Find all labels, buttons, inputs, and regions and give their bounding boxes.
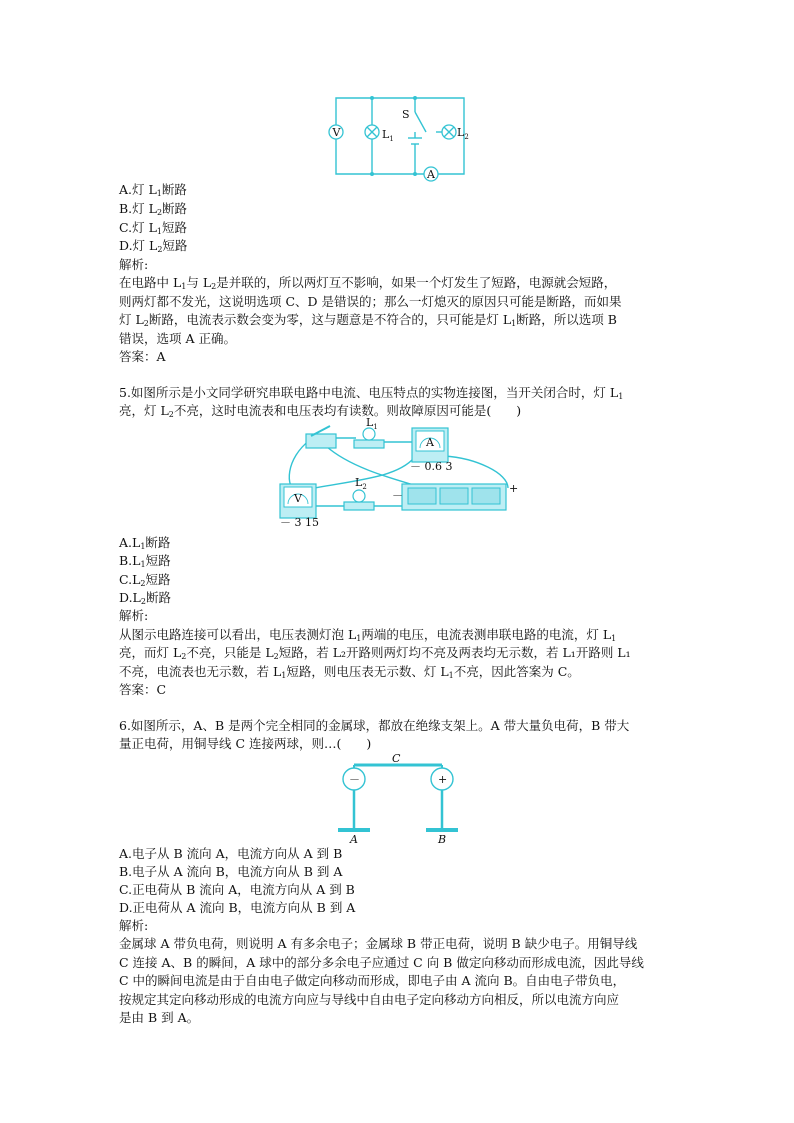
q6-analysis-line: 金属球 A 带负电荷，则说明 A 有多余电子；金属球 B 带正电荷，说明 B 缺少电子。用铜导线 xyxy=(119,936,638,951)
q6-stem-line: 量正电荷，用铜导线 C 连接两球，则…( ) xyxy=(119,736,372,751)
q6-analysis-line: C 中的瞬间电流是由于自由电子做定向移动而形成，即电子由 A 流向 B。自由电子带负电， xyxy=(119,973,626,988)
q5-option: $D.L_2$断路 xyxy=(119,590,171,606)
q6-diagram-minus: － xyxy=(349,773,360,786)
q6-diagram-b: B xyxy=(438,833,447,846)
q6-spheres-diagram xyxy=(330,750,470,846)
q6-option: B.电子从 A 流向 B，电流方向从 B 到 A xyxy=(119,864,343,879)
q6-analysis-label: 解析: xyxy=(119,918,149,933)
q6-option: A.电子从 B 流向 A，电流方向从 A 到 B xyxy=(119,846,343,861)
q5-analysis-line: 亮，而灯 $L_2$不亮，只能是 $L_2$短路，若 L₂开路则两灯均不亮及两表均无示数，若 L₁开路则 L₁ xyxy=(119,645,631,661)
q5-diagram-l2: $L_2$ xyxy=(355,476,367,491)
q5-diagram-l1: $L_1$ xyxy=(366,416,378,431)
q4-analysis-label: 解析: xyxy=(119,257,149,272)
q5-analysis-line: 从图示电路连接可以看出，电压表测灯泡 $L_1$两端的电压，电流表测串联电路的电流，灯 $L_1$ xyxy=(119,627,617,643)
q5-circuit-diagram xyxy=(276,418,522,530)
q6-diagram-plus: + xyxy=(438,773,448,786)
q4-diagram-s: S xyxy=(402,108,410,121)
q6-diagram-c: C xyxy=(392,752,401,765)
q5-diagram-a: A xyxy=(426,436,434,449)
q5-diagram-plus: + xyxy=(509,482,519,495)
q5-diagram-v: V xyxy=(294,492,302,505)
q5-answer: 答案：C xyxy=(119,682,167,697)
q5-analysis-line: 不亮，电流表也无示数，若 $L_1$短路，则电压表无示数、灯 $L_1$不亮，因此答案为 C。 xyxy=(119,664,580,680)
q5-option: $B.L_1$短路 xyxy=(119,553,171,569)
q6-stem-line: 6.如图所示，A、B 是两个完全相同的金属球，都放在绝缘支架上。A 带大量负电荷，B 带大 xyxy=(119,718,630,733)
q6-analysis-line: C 连接 A、B 的瞬间，A 球中的部分多余电子应通过 C 向 B 做定向移动而形成电流，因此导线 xyxy=(119,955,644,970)
q4-option: A.灯 $L_1$断路 xyxy=(119,182,187,198)
q4-analysis-line: 在电路中 $L_1$与 $L_2$是并联的，所以两灯互不影响，如果一个灯发生了短路，电源就会短路， xyxy=(119,275,617,291)
q6-analysis-line: 是由 B 到 A。 xyxy=(119,1010,200,1025)
q4-circuit-diagram xyxy=(326,92,476,180)
q4-diagram-l2: $L_2$ xyxy=(457,126,469,141)
q5-diagram-v-scale: － 3 15 xyxy=(280,516,319,529)
q4-diagram-v: V xyxy=(332,126,341,139)
q5-analysis-label: 解析: xyxy=(119,608,149,623)
q6-option: D.正电荷从 A 流向 B，电流方向从 B 到 A xyxy=(119,900,356,915)
q5-diagram-a-scale: － 0.6 3 xyxy=(410,460,453,473)
q6-option: C.正电荷从 B 流向 A，电流方向从 A 到 B xyxy=(119,882,355,897)
q5-diagram-minus: － xyxy=(392,489,403,502)
q4-option: B.灯 $L_2$断路 xyxy=(119,201,188,217)
q4-analysis-line: 错误，选项 A 正确。 xyxy=(119,331,236,346)
q4-option: C.灯 $L_1$短路 xyxy=(119,220,187,236)
q5-stem-line: 5.如图所示是小文同学研究串联电路中电流、电压特点的实物连接图，当开关闭合时，灯 $L_1$ xyxy=(119,385,624,401)
q4-answer: 答案：A xyxy=(119,349,166,364)
q4-diagram-l1: $L_1$ xyxy=(382,128,394,143)
q5-option: $A.L_1$断路 xyxy=(119,535,171,551)
q5-stem-line: 亮，灯 $L_2$不亮，这时电流表和电压表均有读数。则故障原因可能是( ) xyxy=(119,403,522,419)
q6-analysis-line: 按规定其定向移动形成的电流方向应与导线中自由电子定向移动方向相反，所以电流方向应 xyxy=(119,992,620,1007)
q4-analysis-line: 灯 $L_2$断路，电流表示数会变为零，这与题意是不符合的，只可能是灯 $L_1$断路，所以选项 B xyxy=(119,312,617,328)
q6-diagram-a: A xyxy=(350,833,358,846)
q4-diagram-a: A xyxy=(427,168,435,181)
q4-analysis-line: 则两灯都不发光，这说明选项 C、D 是错误的；那么一灯熄灭的原因只可能是断路，而如果 xyxy=(119,294,622,309)
q5-option: $C.L_2$短路 xyxy=(119,572,171,588)
q4-option: D.灯 $L_2$短路 xyxy=(119,238,188,254)
